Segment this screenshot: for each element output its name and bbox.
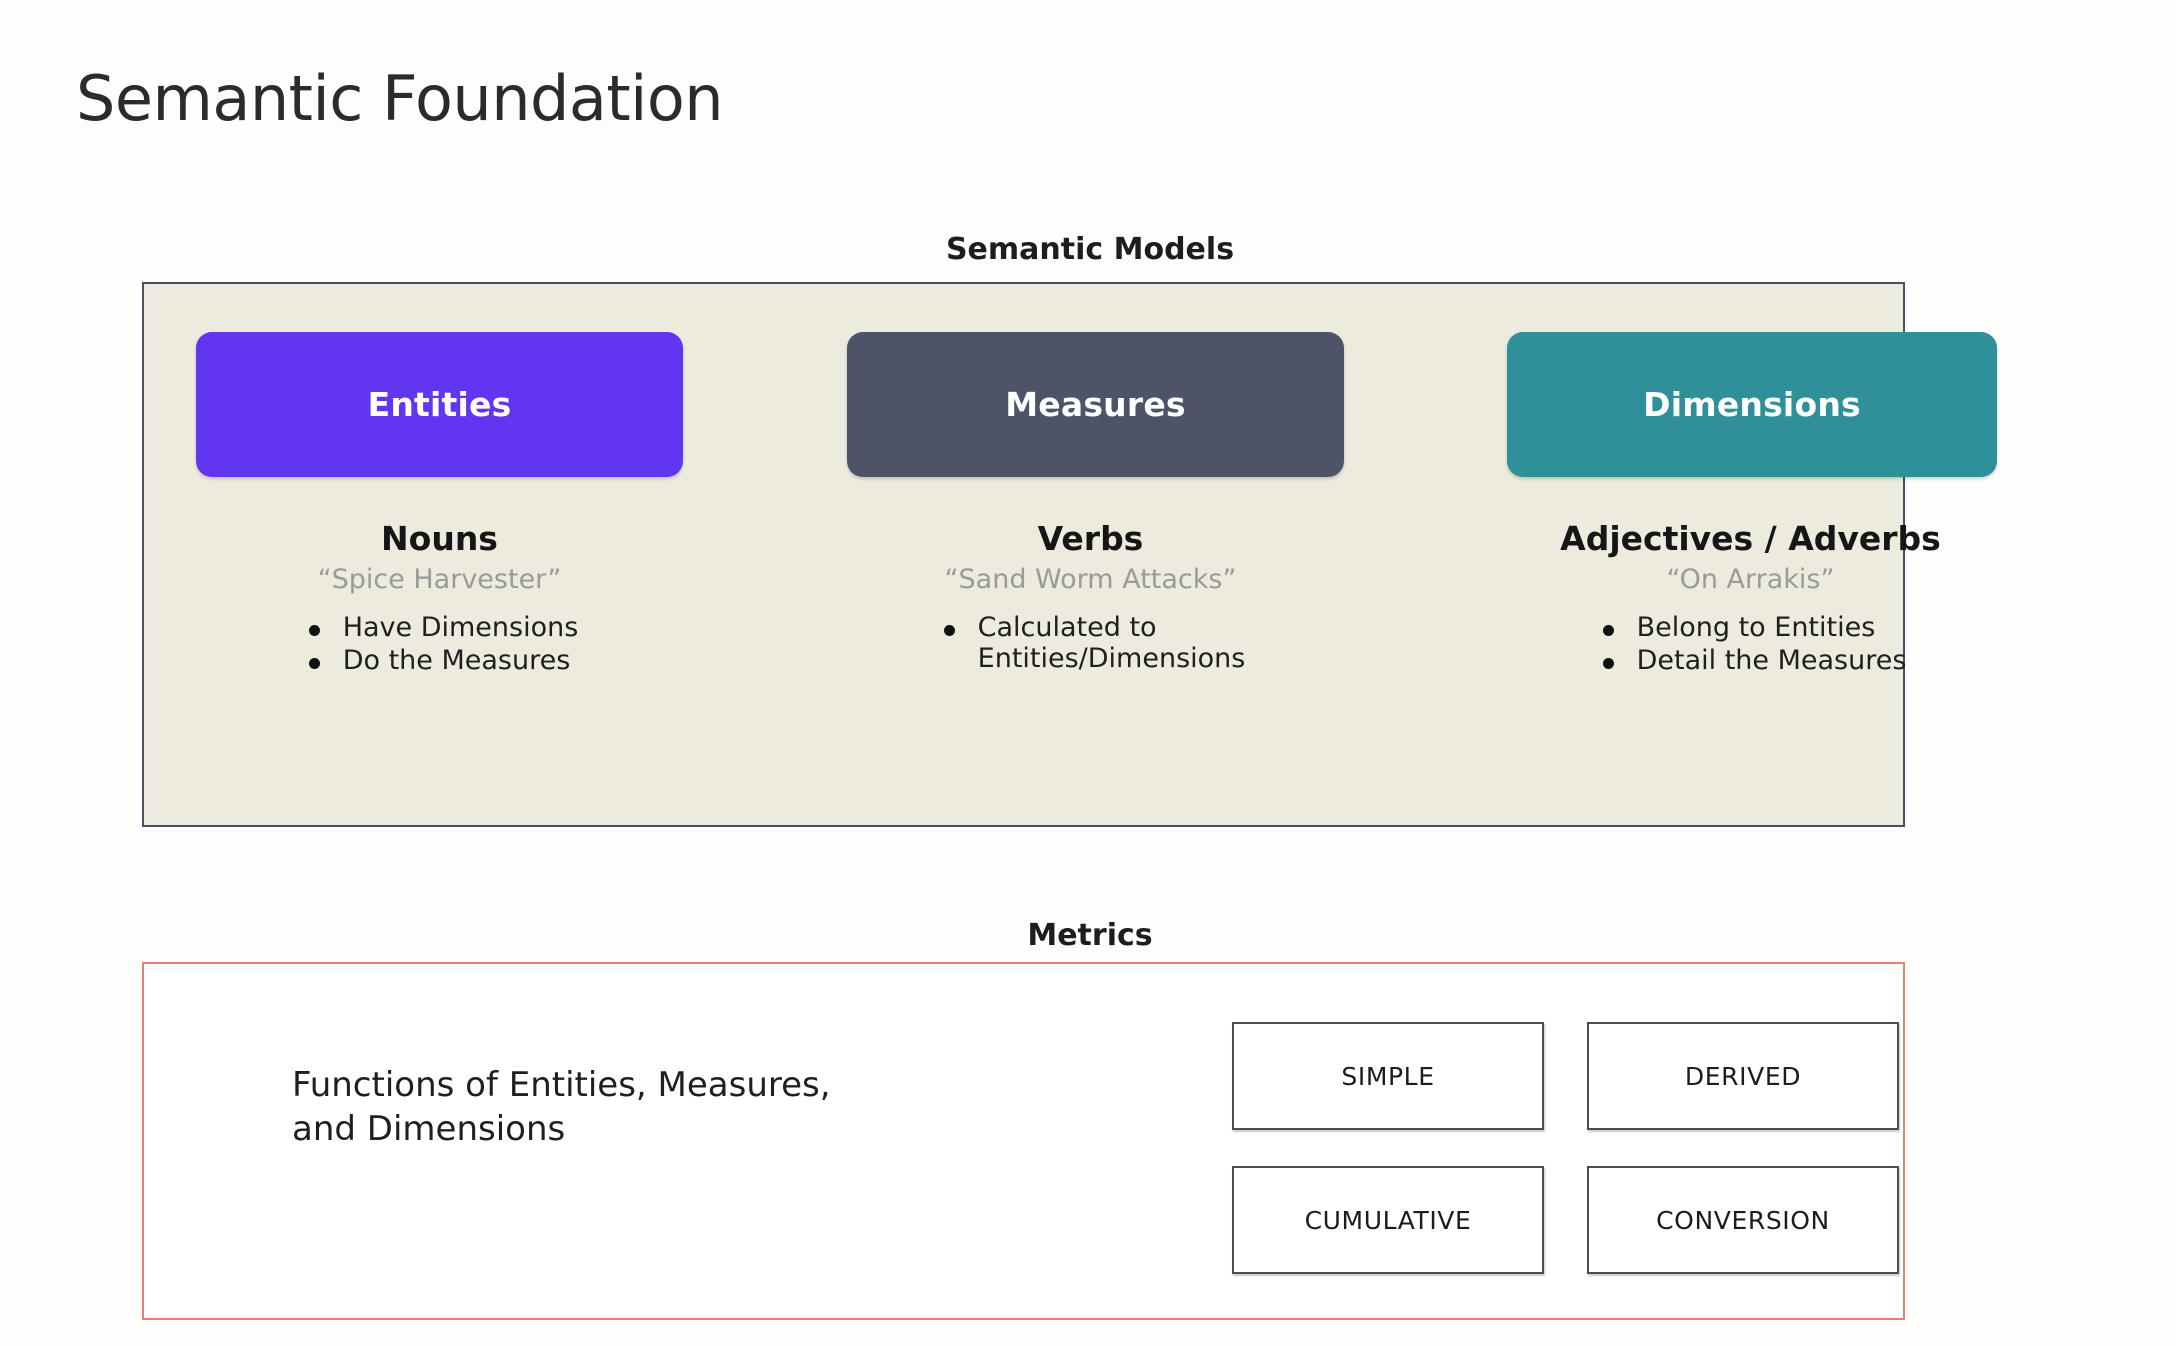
measures-example: “Sand Worm Attacks” bbox=[944, 564, 1237, 595]
semantic-models-panel bbox=[142, 282, 1941, 827]
semantic-models-caption: Semantic Models bbox=[945, 232, 1235, 267]
dimensions-bullet-list bbox=[1595, 613, 1907, 678]
metrics-description-line-1: Functions of Entities, Measures, bbox=[292, 1065, 831, 1105]
entities-bullet-list bbox=[301, 613, 579, 678]
list-item bbox=[301, 646, 579, 677]
metric-type-cumulative[interactable]: CUMULATIVE bbox=[1232, 1166, 1544, 1274]
entities-part-of-speech: Nouns bbox=[381, 519, 498, 558]
list-item bbox=[301, 613, 579, 644]
bullet-dot-icon bbox=[944, 625, 955, 636]
metric-type-conversion[interactable]: CONVERSION bbox=[1587, 1166, 1899, 1274]
column-measures bbox=[847, 332, 1334, 676]
list-item-label: Belong to Entities bbox=[1636, 612, 1876, 643]
metric-type-simple[interactable]: SIMPLE bbox=[1232, 1022, 1544, 1130]
entities-example: “Spice Harvester” bbox=[317, 564, 562, 595]
list-item-label: Detail the Measures bbox=[1636, 644, 1907, 676]
column-dimensions bbox=[1507, 332, 1994, 678]
list-item-label: Do the Measures bbox=[342, 644, 571, 676]
list-item-label: Have Dimensions bbox=[342, 612, 579, 643]
metrics-description-line-2: and Dimensions bbox=[292, 1108, 566, 1149]
bullet-dot-icon bbox=[1603, 658, 1614, 669]
list-item bbox=[1595, 613, 1907, 644]
dimensions-example: “On Arrakis” bbox=[1666, 564, 1835, 595]
dimensions-part-of-speech: Adjectives / Adverbs bbox=[1560, 519, 1941, 558]
list-item-label-continued: Entities/Dimensions bbox=[977, 642, 1246, 674]
list-item bbox=[1595, 646, 1907, 677]
bullet-dot-icon bbox=[309, 625, 320, 636]
bullet-dot-icon bbox=[309, 658, 320, 669]
metrics-caption: Metrics bbox=[1027, 918, 1153, 953]
list-item bbox=[936, 613, 1246, 674]
bullet-dot-icon bbox=[1603, 625, 1614, 636]
page-title: Semantic Foundation bbox=[76, 62, 724, 135]
measures-part-of-speech: Verbs bbox=[1037, 519, 1144, 558]
column-entities bbox=[196, 332, 683, 678]
measures-bullet-list bbox=[936, 613, 1246, 676]
measures-pill[interactable]: Measures bbox=[847, 332, 1344, 477]
metrics-description bbox=[292, 1064, 992, 1151]
entities-pill[interactable]: Entities bbox=[196, 332, 683, 477]
list-item-label: Calculated to bbox=[977, 612, 1157, 643]
dimensions-pill[interactable]: Dimensions bbox=[1507, 332, 1997, 477]
metric-type-derived[interactable]: DERIVED bbox=[1587, 1022, 1899, 1130]
metrics-panel bbox=[142, 962, 1905, 1320]
